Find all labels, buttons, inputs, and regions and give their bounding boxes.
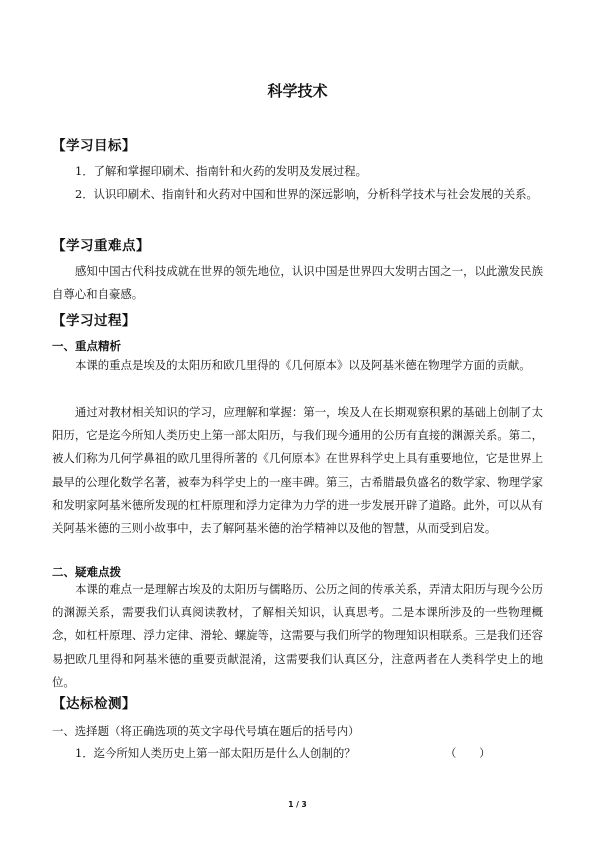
section-heading-key-points: 【学习重难点】 xyxy=(52,238,150,254)
difficulty-tips-para: 本课的难点一是理解古埃及的太阳历与儒略历、公历之间的传承关系，弄清太阳历与现今公历的渊源关系，需要我们认真阅读教材，了解相关知识，认真思考。二是本课所涉及的一些物理概念，如杠杆原理、浮力定律、滑轮、螺旋等，这需要与我们所学的物理知识相联系。三是我们还容易把欧几里得和阿基米德的重要贡献混淆，这需要我们认真区分，注意两者在人类科学史上的地位。 xyxy=(52,582,543,689)
key-analysis-para-2: 通过对教材相关知识的学习，应理解和掌握：第一，埃及人在长期观察积累的基础上创制了太阳历，它是迄今所知人类历史上第一部太阳历，与我们现今通用的公历有直接的渊源关系。第二，被人们称为几何学鼻祖的欧几里得所著的《几何原本》在世界科学史上具有重要地位，它是世界上最早的公理化数学名著，被奉为科学史上的一座丰碑。第三，古希腊最负盛名的数学家、物理学家和发明家阿基米德所发现的杠杆原理和浮力定律为力学的进一步发展开辟了道路。此外，可以从有关阿基米德的三则小故事中，去了解阿基米德的治学精神以及他的智慧，从而受到启发。 xyxy=(52,405,543,536)
page-title: 科学技术 xyxy=(267,82,328,100)
test-instruction: 一、选择题（将正确选项的英文字母代号填在题后的括号内） xyxy=(52,724,360,738)
goal-item-1: 1．了解和掌握印刷术、指南针和火药的发明及发展过程。 xyxy=(75,164,368,178)
section-heading-process: 【学习过程】 xyxy=(52,313,136,329)
goal-item-2: 2．认识印刷术、指南针和火药对中国和世界的深远影响，分析科学技术与社会发展的关系。 xyxy=(75,187,538,201)
key-points-text: 感知中国古代科技成就在世界的领先地位，认识中国是世界四大发明古国之一，以此激发民族自尊心和自豪感。 xyxy=(52,264,543,302)
page-number: 1 / 3 xyxy=(288,800,307,809)
section-heading-goals: 【学习目标】 xyxy=(52,138,136,154)
subheading-difficulty-tips: 二、疑难点拨 xyxy=(52,565,121,579)
key-analysis-para-1: 本课的重点是埃及的太阳历和欧几里得的《几何原本》以及阿基米德在物理学方面的贡献。 xyxy=(75,358,531,372)
subheading-key-analysis: 一、重点精析 xyxy=(52,339,121,353)
section-heading-test: 【达标检测】 xyxy=(52,696,136,712)
answer-blank-1[interactable]: （ ） xyxy=(445,746,491,760)
question-1: 1．迄今所知人类历史上第一部太阳历是什么人创制的？ xyxy=(75,746,356,760)
